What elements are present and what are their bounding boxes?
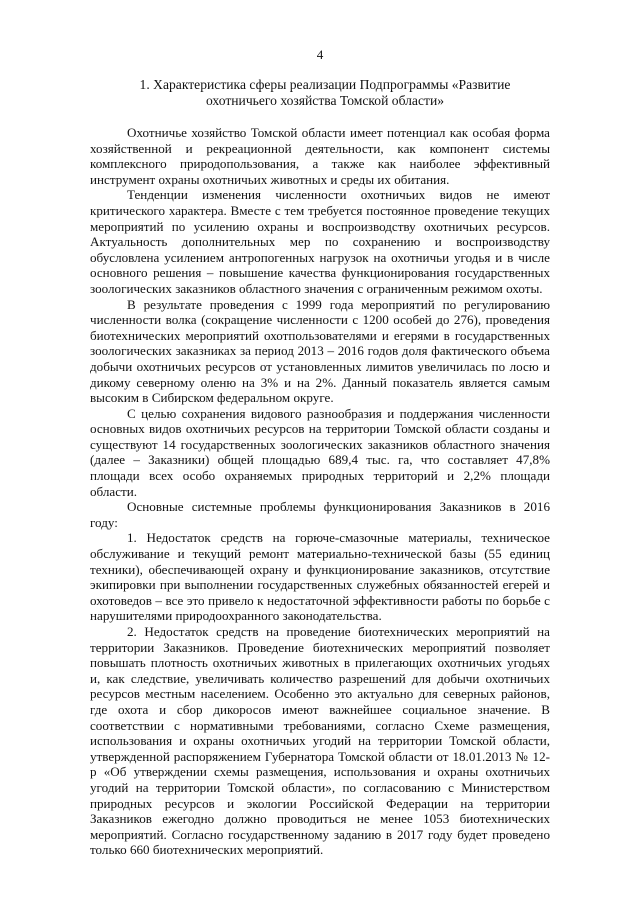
list-item-problem-1: 1. Недостаток средств на горюче-смазочные материалы, техническое обслуживание и текущий ремонт материально-технической базы (55 единиц техники), обеспечивающей охрану и функционирование заказников, отсутствие экипировки при выполнении государственных служебных обязанностей егерей и охотоведов – все это привело к недостаточной эффективности работы по борьбе с нарушителями природоохранного законодательства. [90,530,550,624]
paragraph-population-trends: Тенденции изменения численности охотничьих видов не имеют критического характера. Вместе с тем требуется постоянное проведение текущих мероприятий по усилению охраны и воспроизводству охотничьих ресурсов. Актуальность дополнительных мер по сохранению и воспроизводству обусловлена усилением антропогенных нагрузок на охотничьи угодья и в числе основного решения – повышение качества функционирования государственных зоологических заказников областного значения с ограниченным режимом охоты. [90,187,550,296]
page-number: 4 [316,47,324,62]
paragraph-hunting-potential: Охотничье хозяйство Томской области имеет потенциал как особая форма хозяйственной и рекреационной деятельности, как компонент системы комплексного природопользования, а также как наиболее эффективный инструмент охраны охотничьих животных и среды их обитания. [90,125,550,187]
section-heading [110,77,540,109]
paragraph-reserves-overview: С целью сохранения видового разнообразия и поддержания численности основных видов охотничьих ресурсов на территории Томской области созданы и существуют 14 государственных зоологических заказников областного значения (далее – Заказники) общей площадью 689,4 тыс. га, что составляет 47,8% площади всех особо охраняемых природных территорий и 2,2% площади области. [90,405,550,499]
body-text [90,125,550,858]
section-heading-line-2: охотничьего хозяйства Томской области» [205,92,445,108]
section-heading-line-1: 1. Характеристика сферы реализации Подпрограммы «Развитие [139,77,511,92]
paragraph-problems-intro: Основные системные проблемы функционирования Заказников в 2016 году: [90,499,550,530]
paragraph-wolf-regulation-results: В результате проведения с 1999 года мероприятий по регулированию численности волка (сокращение численности с 1200 особей до 276), проведения биотехнических мероприятий охотпользователями и егерями в государственных зоологических заказниках за период 2013 – 2016 годов доля фактического объема добычи охотничьих ресурсов от установленных лимитов увеличилась по лосю и дикому северному оленю на 3% и на 2%. Данный показатель является самым высоким в Сибирском федеральном округе. [90,296,550,406]
list-item-problem-2: 2. Недостаток средств на проведение биотехнических мероприятий на территории Заказников. Проведение биотехнических мероприятий позволяет повышать плотность охотничьих животных в прилегающих охотничьих угодьях и, как следствие, увеличивать количество разрешений для добычи охотничьих ресурсов местным населением. Особенно это актуально для северных районов, где охота и сбор дикоросов имеют важнейшее социальное значение. В соответствии с нормативными требованиями, согласно Схеме размещения, использования и охраны охотничьих угодий на территории Томской области, утвержденной распоряжением Губернатора Томской области от 18.01.2013 № 12-р «Об утверждении схемы размещения, использования и охраны охотничьих угодий на территории Томской области», по согласованию с Министерством природных ресурсов и экологии Российской Федерации на территории Заказников ежегодно должно проводиться не менее 1053 биотехнических мероприятий. Согласно государственному заданию в 2017 году будет проведено только 660 биотехнических мероприятий. [90,624,550,858]
